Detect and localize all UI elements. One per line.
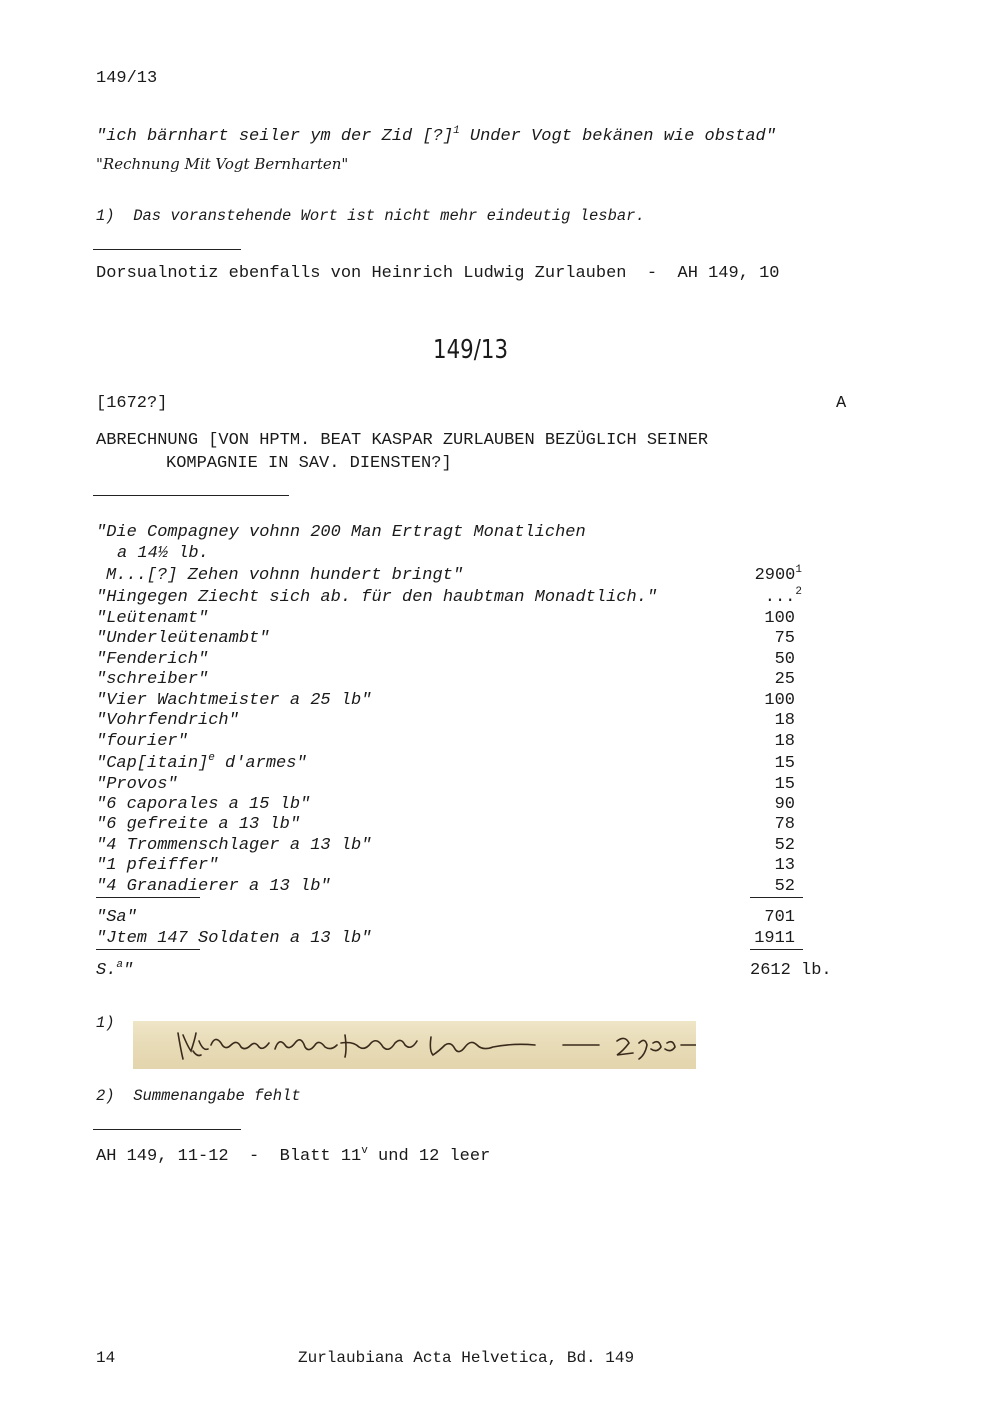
ledger-row-amount: 52 [774,877,795,896]
ledger-row-amount: 15 [774,775,795,794]
amount-text: ... [764,588,796,607]
ledger-row-label [96,752,307,773]
sum-line [750,949,803,950]
dorsal-footnote: 1) Das voranstehende Wort ist nicht mehr eindeutig lesbar. [96,207,645,225]
divider [93,1129,241,1130]
footnote-ref: 1 [453,125,460,137]
source-text: AH 149, 11-12 - Blatt 11 [96,1147,362,1166]
source-text-end: und 12 leer [367,1147,491,1166]
footer-title: Zurlaubiana Acta Helvetica, Bd. 149 [298,1349,635,1367]
ledger-row-amount: 100 [764,691,795,710]
page-number: 14 [96,1349,116,1367]
divider [93,249,241,250]
label-text-end: d'armes" [214,754,307,773]
footnote-2: 2) Summenangabe fehlt [96,1087,301,1105]
page-reference: 149/13 [96,69,158,88]
ledger-row-label: "4 Trommenschlager a 13 lb" [96,836,372,855]
ledger-row-amount: 52 [774,836,795,855]
ledger-subtotal-label: "Sa" [96,908,137,927]
source-reference [96,1145,491,1166]
ledger-total-label [96,959,134,980]
ledger-row-label: "Leütenamt" [96,609,209,628]
dorsal-line-2: "Rechnung Mit Vogt Bernharten" [96,155,349,173]
ledger-deduct-label: "Hingegen Ziecht sich ab. für den haubtman Monadtlich." [96,588,658,607]
dorsal-line-1-text-end: Under Vogt bekänen wie obstad" [459,127,776,146]
ledger-intro-line-3: M...[?] Zehen vohnn hundert bringt" [106,566,464,585]
ledger-row-amount: 13 [774,856,795,875]
ledger-row-amount: 100 [764,609,795,628]
ledger-row-label: "4 Granadierer a 13 lb" [96,877,331,896]
underline [96,949,200,950]
superscript: v [361,1145,368,1157]
divider [93,495,289,496]
ledger-row-label: "Vohrfendrich" [96,711,239,730]
ledger-deduct-amount [712,586,802,607]
ledger-soldiers-amount: 1911 [754,929,795,948]
label-text: "Cap[itain] [96,754,209,773]
amount-text: 2900 [754,566,796,585]
ledger-row-label: "Vier Wachtmeister a 25 lb" [96,691,372,710]
ledger-row-amount: 18 [774,732,795,751]
document-date: [1672?] [96,394,168,413]
ledger-row-label: "Underleütenambt" [96,629,270,648]
ledger-row-amount: 78 [774,815,795,834]
ledger-row-label: "1 pfeiffer" [96,856,219,875]
ledger-row-label: "6 gefreite a 13 lb" [96,815,301,834]
document-number: 149/13 [433,335,509,365]
underline [96,897,200,898]
superscript: e [208,752,215,764]
ledger-row-label: "6 caporales a 15 lb" [96,795,311,814]
ledger-row-label: "Provos" [96,775,178,794]
superscript: a [116,959,124,971]
document-letter: A [836,394,847,413]
ledger-row-amount: 50 [774,650,795,669]
label-text: S. [96,961,117,980]
ledger-row-amount: 90 [774,795,795,814]
footnote-1-marker: 1) [96,1014,115,1032]
ledger-row-label: "Fenderich" [96,650,209,669]
manuscript-excerpt-image [133,1021,696,1069]
handwriting-image [133,1021,696,1069]
document-title-line-2: KOMPAGNIE IN SAV. DIENSTEN?] [166,454,452,473]
footnote-ref: 2 [795,586,802,598]
dorsal-line-1-text: "ich bärnhart seiler ym der Zid [?] [96,127,454,146]
ledger-row-label: "schreiber" [96,670,209,689]
ledger-row-amount: 75 [774,629,795,648]
sum-line [750,897,803,898]
ledger-row-amount: 25 [774,670,795,689]
ledger-intro-line-1: "Die Compagney vohnn 200 Man Ertragt Monatlichen [96,523,586,542]
ledger-total-amount: 2612 lb. [750,961,832,980]
ledger-intro-line-2: a 14½ lb. [117,544,209,563]
footnote-ref: 1 [795,564,802,576]
dorsal-line-1 [96,125,776,146]
ledger-row-amount: 15 [774,754,795,773]
document-title-line-1: ABRECHNUNG [VON HPTM. BEAT KASPAR ZURLAUBEN BEZÜGLICH SEINER [96,431,709,450]
ledger-row-label: "fourier" [96,732,188,751]
ledger-soldiers-label: "Jtem 147 Soldaten a 13 lb" [96,929,372,948]
dorsal-note: Dorsualnotiz ebenfalls von Heinrich Ludwig Zurlauben - AH 149, 10 [96,264,780,283]
ledger-row-amount: 18 [774,711,795,730]
ledger-subtotal-amount: 701 [764,908,795,927]
ledger-intro-amount [712,564,802,585]
label-text-end: " [123,961,134,980]
